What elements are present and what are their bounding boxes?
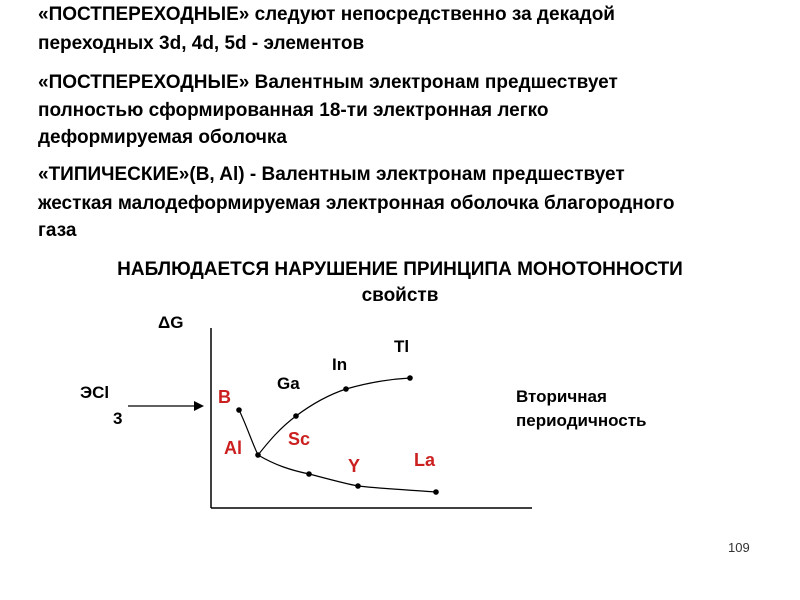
heading-line-1: НАБЛЮДАЕТСЯ НАРУШЕНИЕ ПРИНЦИПА МОНОТОННОСТИ [117, 259, 683, 280]
label-sc: Sc [288, 429, 311, 449]
point-in [343, 386, 349, 392]
point-sc [306, 471, 312, 477]
label-ga: Ga [277, 374, 300, 393]
paragraph-1-line-1: «ПОСТПЕРЕХОДНЫЕ» следуют непосредственно за декадой [38, 4, 615, 25]
label-b: B [218, 387, 231, 407]
point-al [255, 452, 261, 458]
side-label-subscript: 3 [113, 409, 123, 428]
paragraph-3-line-1: «ТИПИЧЕСКИЕ»(B, Al) - Валентным электронам предшествует [38, 164, 625, 185]
right-label-line-1: Вторичная [516, 387, 607, 406]
label-y: Y [348, 456, 361, 476]
paragraph-2-line-2: полностью сформированная 18-ти электронная легко [38, 100, 549, 121]
point-ga [293, 413, 299, 419]
label-al: Al [224, 438, 242, 458]
paragraph-1-line-2: переходных 3d, 4d, 5d - элементов [38, 33, 365, 54]
paragraph-2-line-3: деформируемая оболочка [38, 127, 287, 148]
label-la: La [414, 450, 436, 470]
right-label-line-2: периодичность [516, 411, 647, 430]
point-tl [407, 375, 413, 381]
paragraph-3-line-3: газа [38, 220, 77, 241]
lower-curve [258, 455, 436, 492]
side-label-main: ЭCl [80, 383, 110, 402]
point-b [236, 407, 242, 413]
input-arrow-head [194, 401, 204, 411]
heading-line-2: свойств [361, 285, 439, 306]
point-la [433, 489, 439, 495]
point-y [355, 483, 361, 489]
label-in: In [332, 355, 348, 374]
paragraph-2-line-1: «ПОСТПЕРЕХОДНЫЕ» Валентным электронам предшествует [38, 72, 618, 93]
page-number: 109 [728, 540, 750, 555]
label-tl: Tl [394, 337, 410, 356]
y-axis-label: ΔG [158, 313, 184, 332]
paragraph-3-line-2: жесткая малодеформируемая электронная оболочка благородного [38, 193, 675, 214]
